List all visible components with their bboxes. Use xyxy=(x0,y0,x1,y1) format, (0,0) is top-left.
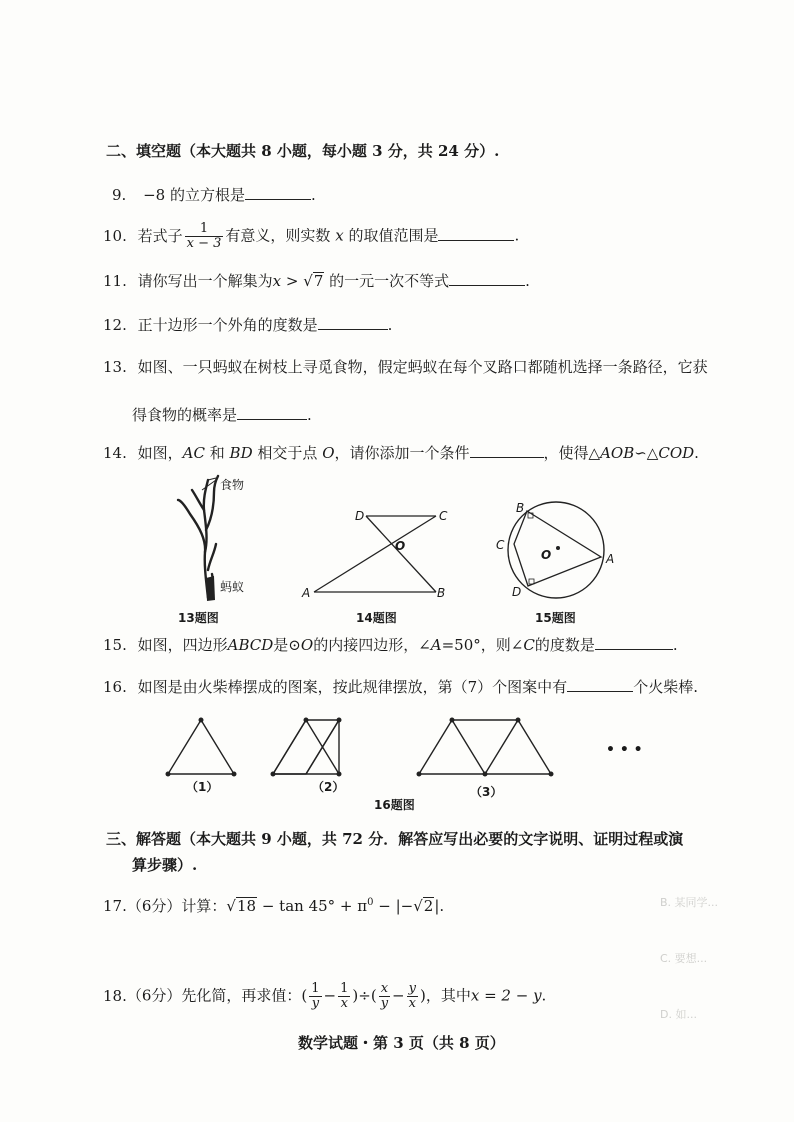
question-number: 15. xyxy=(103,636,127,654)
circle-point-a-label: A xyxy=(606,552,615,566)
question-number: 10. xyxy=(103,226,127,245)
question-18: 18.（6分）先化简，再求值：( $\frac{1}{y}$ − $\frac{1}{x}$ )÷( $\frac{x}{y}$ − $\frac{y}{x}$ )，其中x = 2 − y. xyxy=(103,981,547,1011)
question-15: 15. 如图，四边形ABCD是⊙O的内接四边形，∠A=50°，则∠C的度数是 . xyxy=(103,636,678,654)
figure-13-caption: 13题图 xyxy=(178,611,219,625)
answer-blank[interactable] xyxy=(245,185,311,200)
question-number: 12. xyxy=(103,316,127,334)
question-number: 18. xyxy=(103,986,127,1005)
answer-blank[interactable] xyxy=(438,226,514,241)
fraction: $\frac{1}{x - 3}$ xyxy=(186,221,222,251)
answer-blank[interactable] xyxy=(318,315,388,330)
circle-point-b-label: B xyxy=(516,501,525,515)
question-number: 16. xyxy=(103,678,127,696)
circle-point-d-label: D xyxy=(512,585,522,599)
question-17: 17.（6分）计算：$√18 - \tan 45^\circ + \pi^0 - |-√2|$. xyxy=(103,897,445,915)
figure-14-caption: 14题图 xyxy=(356,611,397,625)
bleed-through-text: D. 如... xyxy=(660,1008,697,1021)
pattern-3-label: （3） xyxy=(470,785,503,799)
question-text: −8 的立方根是 xyxy=(143,186,245,204)
ant-label: 蚂蚁 xyxy=(220,580,245,594)
point-a-label: A xyxy=(302,586,311,600)
circle-center-label: O xyxy=(541,548,552,562)
bleed-through-text: C. 要想... xyxy=(660,952,708,965)
question-number: 13. xyxy=(103,358,127,376)
point-d-label: D xyxy=(355,509,365,523)
question-9: 9. −8 的立方根是 . xyxy=(112,186,316,204)
question-13-cont: 得食物的概率是 . xyxy=(132,406,312,424)
figure-16-caption: 16题图 xyxy=(374,798,415,812)
section-2-title: 二、填空题（本大题共 8 小题，每小题 3 分，共 24 分）. xyxy=(106,142,500,160)
question-number: 17. xyxy=(103,897,127,915)
point-o-label: O xyxy=(395,539,406,553)
circle-point-c-label: C xyxy=(496,538,505,552)
answer-blank[interactable] xyxy=(567,677,633,692)
question-11: 11. 请你写出一个解集为x > √7 的一元一次不等式 . xyxy=(103,272,530,290)
pattern-1-label: （1） xyxy=(186,780,219,794)
page-footer: 数学试题・第 3 页（共 8 页） xyxy=(298,1034,505,1052)
section-3-title: 三、解答题（本大题共 9 小题，共 72 分．解答应写出必要的文字说明、证明过程或演 xyxy=(106,830,684,848)
bleed-through-text: B. 某同学... xyxy=(660,896,719,909)
continuation-dots: • • • xyxy=(606,742,643,758)
question-16: 16. 如图是由火柴棒摆成的图案，按此规律摆放，第（7）个图案中有 个火柴棒. xyxy=(103,678,698,696)
question-number: 9. xyxy=(112,186,127,204)
point-c-label: C xyxy=(439,509,448,523)
pattern-2-label: （2） xyxy=(312,780,345,794)
question-number: 14. xyxy=(103,444,127,462)
question-10: 10. 若式子 $\frac{1}{x - 3}$ 有意义，则实数 x 的取值范围是 . xyxy=(103,221,520,251)
figure-16-matchsticks xyxy=(160,712,560,784)
question-number: 11. xyxy=(103,272,127,290)
point-b-label: B xyxy=(437,586,446,600)
answer-blank[interactable] xyxy=(449,271,525,286)
food-label: 食物 xyxy=(220,478,245,492)
question-14: 14. 如图，AC 和 BD 相交于点 O，请你添加一个条件 ，使得△AOB∽△COD. xyxy=(103,444,699,462)
question-12: 12. 正十边形一个外角的度数是 . xyxy=(103,316,393,334)
answer-blank[interactable] xyxy=(237,405,307,420)
figure-15-caption: 15题图 xyxy=(535,611,576,625)
answer-blank[interactable] xyxy=(595,635,673,650)
section-3-title-cont: 算步骤）. xyxy=(132,856,198,874)
question-13: 13. 如图、一只蚂蚁在树枝上寻觅食物，假定蚂蚁在每个叉路口都随机选择一条路径，它获 xyxy=(103,358,708,376)
answer-blank[interactable] xyxy=(470,443,544,458)
